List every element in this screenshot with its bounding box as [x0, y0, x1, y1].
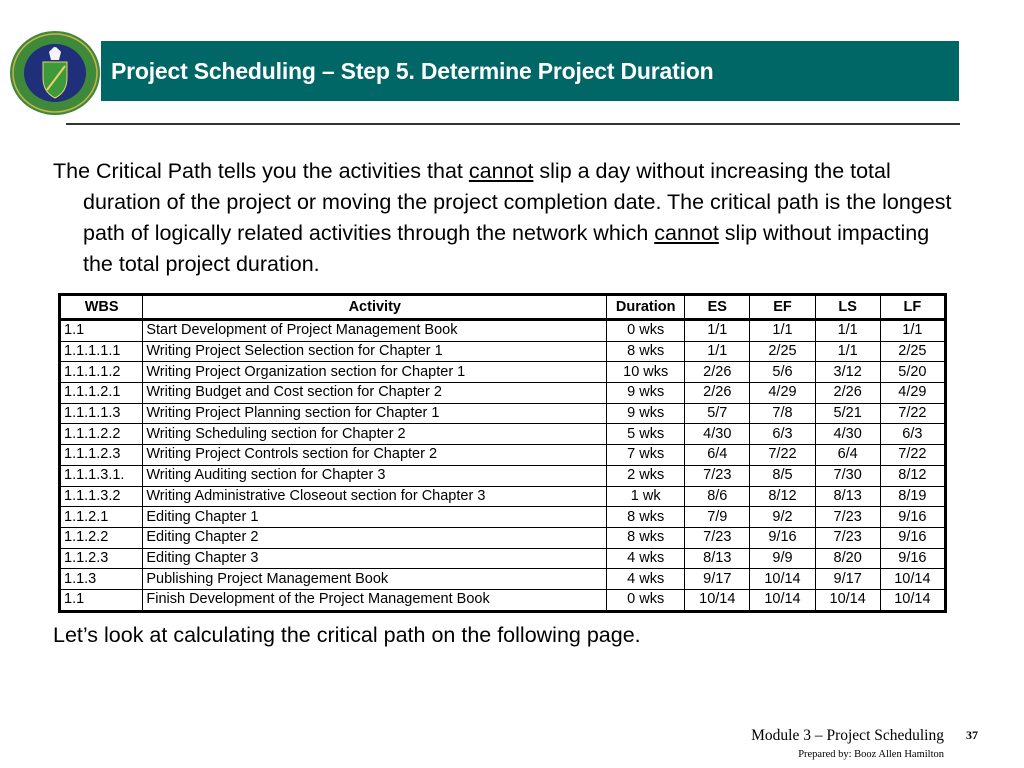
cell-activity: Writing Project Organization section for Chapter 1 [143, 362, 607, 383]
cell-es: 6/4 [685, 445, 750, 466]
table-row [60, 403, 946, 424]
cell-ef: 10/14 [750, 569, 815, 590]
table-row [60, 383, 946, 404]
cell-duration: 7 wks [607, 445, 685, 466]
cell-wbs: 1.1.3 [60, 569, 143, 590]
title-bar [101, 41, 959, 101]
cell-duration: 9 wks [607, 403, 685, 424]
header-lf: LF [880, 295, 945, 320]
cell-es: 4/30 [685, 424, 750, 445]
cell-ls: 3/12 [815, 362, 880, 383]
cell-ls: 5/21 [815, 403, 880, 424]
cell-lf: 1/1 [880, 320, 945, 342]
intro-text-1: The Critical Path tells you the activities that [53, 159, 469, 183]
cell-ef: 9/9 [750, 548, 815, 569]
cell-duration: 8 wks [607, 341, 685, 362]
cell-ls: 10/14 [815, 589, 880, 611]
table-row [60, 548, 946, 569]
slide-title: Project Scheduling – Step 5. Determine Project Duration [111, 57, 714, 84]
cell-duration: 9 wks [607, 383, 685, 404]
cell-lf: 10/14 [880, 569, 945, 590]
cell-ls: 8/20 [815, 548, 880, 569]
cell-lf: 7/22 [880, 445, 945, 466]
cell-wbs: 1.1.1.3.2 [60, 486, 143, 507]
cell-lf: 2/25 [880, 341, 945, 362]
footer-module: Module 3 – Project Scheduling [751, 727, 944, 744]
header-activity: Activity [143, 295, 607, 320]
cell-ls: 1/1 [815, 341, 880, 362]
cell-activity: Writing Project Controls section for Chapter 2 [143, 445, 607, 466]
cell-wbs: 1.1 [60, 320, 143, 342]
cell-duration: 2 wks [607, 465, 685, 486]
cell-lf: 9/16 [880, 548, 945, 569]
header-es: ES [685, 295, 750, 320]
intro-emphasis-2: cannot [654, 221, 719, 245]
cell-ef: 1/1 [750, 320, 815, 342]
cell-activity: Editing Chapter 1 [143, 507, 607, 528]
cell-wbs: 1.1.1.1.3 [60, 403, 143, 424]
doe-seal-icon [9, 30, 101, 116]
cell-ef: 6/3 [750, 424, 815, 445]
cell-lf: 6/3 [880, 424, 945, 445]
header-wbs: WBS [60, 295, 143, 320]
cell-activity: Finish Development of the Project Management Book [143, 589, 607, 611]
cell-duration: 5 wks [607, 424, 685, 445]
cell-ls: 7/23 [815, 507, 880, 528]
cell-ef: 9/16 [750, 527, 815, 548]
cell-activity: Writing Scheduling section for Chapter 2 [143, 424, 607, 445]
footer-prepared-by: Prepared by: Booz Allen Hamilton [798, 749, 944, 760]
cell-wbs: 1.1.2.2 [60, 527, 143, 548]
cell-lf: 9/16 [880, 507, 945, 528]
cell-activity: Editing Chapter 3 [143, 548, 607, 569]
cell-duration: 0 wks [607, 589, 685, 611]
cell-wbs: 1.1.1.1.1 [60, 341, 143, 362]
table-row [60, 362, 946, 383]
table-row [60, 320, 946, 342]
cell-es: 7/23 [685, 527, 750, 548]
cell-wbs: 1.1.1.3.1. [60, 465, 143, 486]
intro-text-2: slip a day without increasing the total duration of the project or moving the project completion date. The critical path is the longest path of logically related activities through the network which [83, 159, 952, 245]
cell-activity: Start Development of Project Management Book [143, 320, 607, 342]
cell-duration: 4 wks [607, 548, 685, 569]
doe-seal-logo [9, 30, 101, 116]
cell-duration: 1 wk [607, 486, 685, 507]
cell-ls: 6/4 [815, 445, 880, 466]
cell-activity: Writing Budget and Cost section for Chapter 2 [143, 383, 607, 404]
cell-ef: 4/29 [750, 383, 815, 404]
cell-ef: 9/2 [750, 507, 815, 528]
cell-wbs: 1.1.2.3 [60, 548, 143, 569]
intro-text-3: slip without impacting the total project duration. [83, 221, 930, 276]
cell-ef: 5/6 [750, 362, 815, 383]
cell-es: 7/23 [685, 465, 750, 486]
cell-ef: 2/25 [750, 341, 815, 362]
cell-es: 1/1 [685, 341, 750, 362]
header-ef: EF [750, 295, 815, 320]
cell-ls: 7/30 [815, 465, 880, 486]
cell-lf: 5/20 [880, 362, 945, 383]
cell-duration: 8 wks [607, 507, 685, 528]
cell-es: 8/13 [685, 548, 750, 569]
cell-wbs: 1.1.1.2.3 [60, 445, 143, 466]
cell-ls: 8/13 [815, 486, 880, 507]
cell-ls: 7/23 [815, 527, 880, 548]
cell-ef: 7/22 [750, 445, 815, 466]
table-row [60, 341, 946, 362]
header-divider [66, 123, 960, 125]
table-row [60, 445, 946, 466]
cell-lf: 8/12 [880, 465, 945, 486]
table-header-row [60, 295, 946, 320]
cell-lf: 10/14 [880, 589, 945, 611]
cell-duration: 0 wks [607, 320, 685, 342]
cell-activity: Publishing Project Management Book [143, 569, 607, 590]
cell-ef: 10/14 [750, 589, 815, 611]
cell-ls: 2/26 [815, 383, 880, 404]
table-row [60, 465, 946, 486]
cell-duration: 10 wks [607, 362, 685, 383]
cell-es: 5/7 [685, 403, 750, 424]
cell-activity: Writing Project Planning section for Chapter 1 [143, 403, 607, 424]
cell-es: 2/26 [685, 383, 750, 404]
cell-ef: 8/5 [750, 465, 815, 486]
intro-paragraph [53, 156, 963, 280]
outro-text: Let’s look at calculating the critical path on the following page. [53, 623, 641, 647]
cell-duration: 4 wks [607, 569, 685, 590]
cell-activity: Writing Auditing section for Chapter 3 [143, 465, 607, 486]
header-ls: LS [815, 295, 880, 320]
cell-wbs: 1.1.2.1 [60, 507, 143, 528]
table-row [60, 569, 946, 590]
table-row [60, 589, 946, 611]
cell-wbs: 1.1.1.2.2 [60, 424, 143, 445]
cell-es: 9/17 [685, 569, 750, 590]
cell-ls: 4/30 [815, 424, 880, 445]
cell-ef: 8/12 [750, 486, 815, 507]
cell-ls: 1/1 [815, 320, 880, 342]
cell-es: 2/26 [685, 362, 750, 383]
table-row [60, 486, 946, 507]
schedule-table [58, 293, 947, 613]
cell-activity: Writing Administrative Closeout section for Chapter 3 [143, 486, 607, 507]
cell-es: 1/1 [685, 320, 750, 342]
cell-lf: 9/16 [880, 527, 945, 548]
table-row [60, 507, 946, 528]
header-duration: Duration [607, 295, 685, 320]
cell-es: 10/14 [685, 589, 750, 611]
cell-ef: 7/8 [750, 403, 815, 424]
table-row [60, 527, 946, 548]
cell-es: 8/6 [685, 486, 750, 507]
cell-lf: 7/22 [880, 403, 945, 424]
cell-lf: 4/29 [880, 383, 945, 404]
intro-emphasis-1: cannot [468, 159, 534, 183]
cell-activity: Writing Project Selection section for Chapter 1 [143, 341, 607, 362]
cell-es: 7/9 [685, 507, 750, 528]
cell-wbs: 1.1.1.2.1 [60, 383, 143, 404]
cell-lf: 8/19 [880, 486, 945, 507]
cell-ls: 9/17 [815, 569, 880, 590]
cell-activity: Editing Chapter 2 [143, 527, 607, 548]
page-number: 37 [966, 728, 978, 742]
cell-duration: 8 wks [607, 527, 685, 548]
cell-wbs: 1.1 [60, 589, 143, 611]
cell-wbs: 1.1.1.1.2 [60, 362, 143, 383]
table-row [60, 424, 946, 445]
table-body [60, 320, 946, 612]
